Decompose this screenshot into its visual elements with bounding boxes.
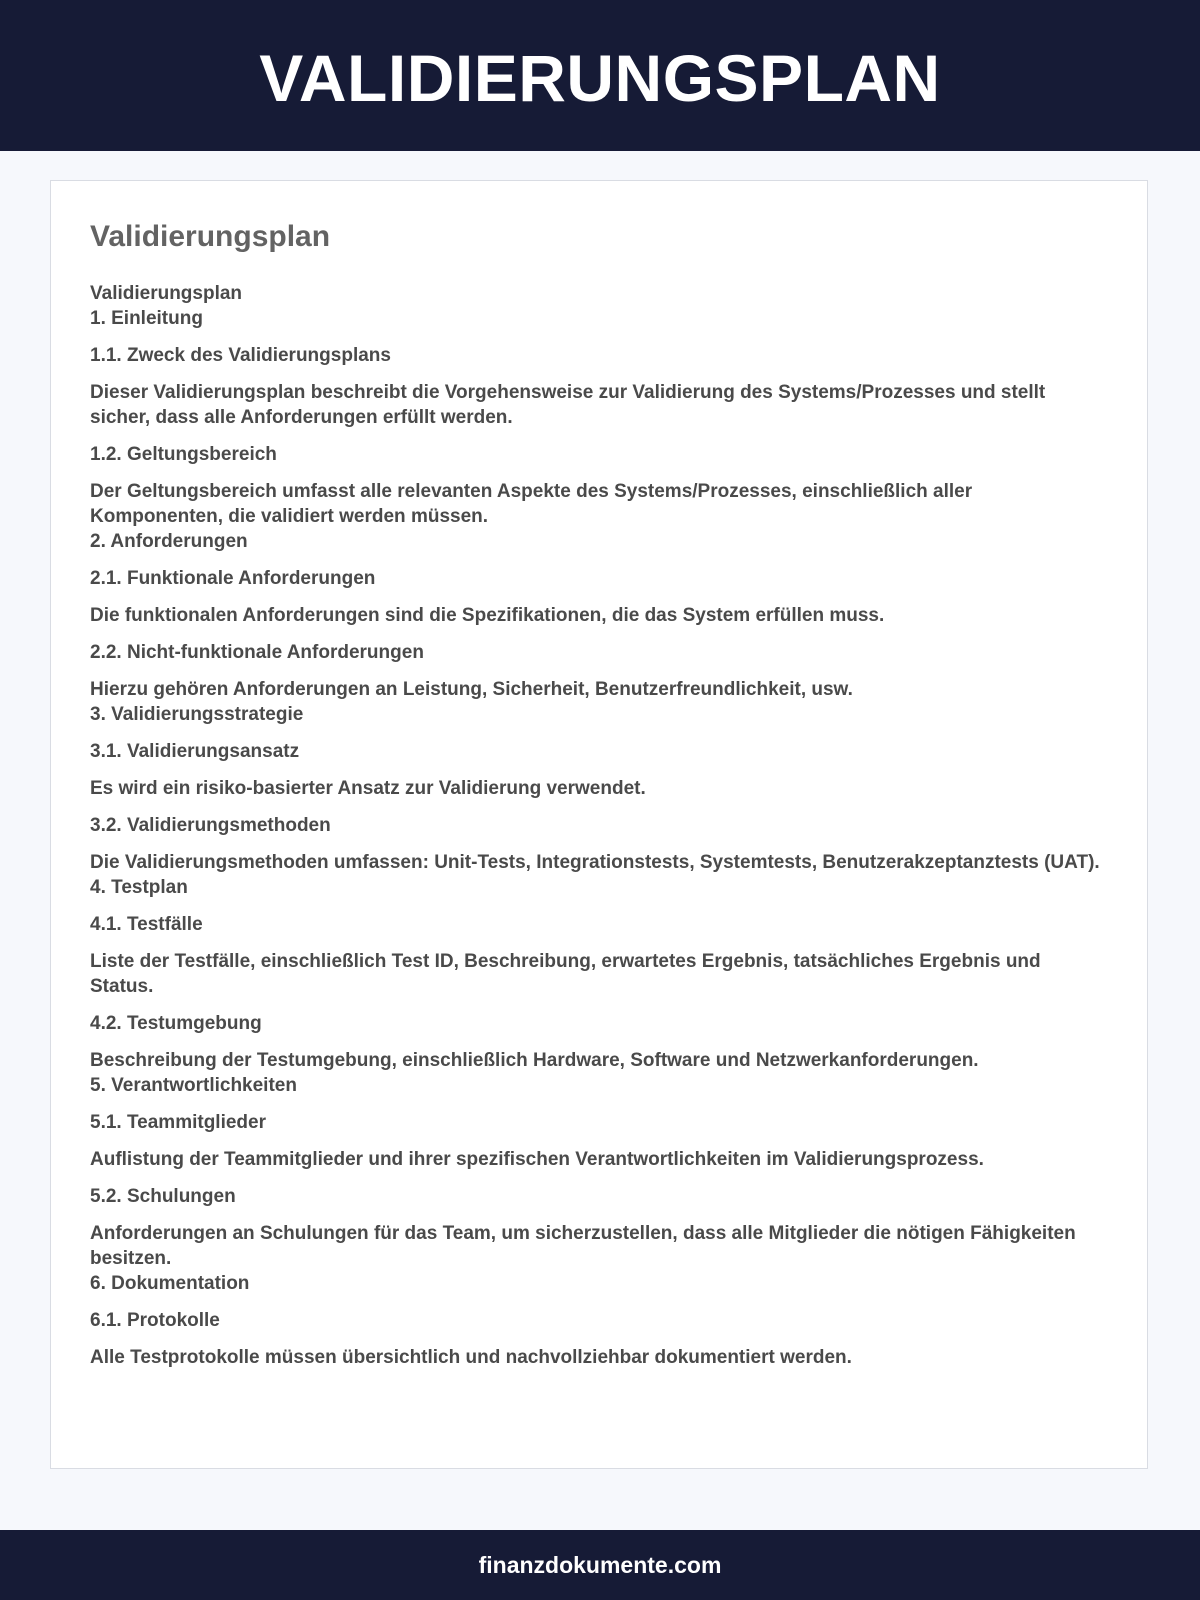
document-line: 2.2. Nicht-funktionale Anforderungen xyxy=(90,642,424,663)
document-line: Auflistung der Teammitglieder und ihrer spezifischen Verantwortlichkeiten im Validierungsprozess. xyxy=(90,1149,984,1170)
document-line: 4. Testplan xyxy=(90,877,188,898)
document-line: 1.2. Geltungsbereich xyxy=(90,444,277,465)
document-line: Alle Testprotokolle müssen übersichtlich und nachvollziehbar dokumentiert werden. xyxy=(90,1347,852,1368)
card-title: Validierungsplan xyxy=(90,220,331,253)
document-line: 4.2. Testumgebung xyxy=(90,1013,262,1034)
document-line: 3. Validierungsstrategie xyxy=(90,704,304,725)
document-line: Anforderungen an Schulungen für das Team, um sicherzustellen, dass alle Mitglieder die nötigen Fähigkeiten besitzen. xyxy=(90,1223,1076,1269)
footer-site-name: finanzdokumente.com xyxy=(478,1551,722,1578)
document-line: 2. Anforderungen xyxy=(90,531,248,552)
document-line: 3.2. Validierungsmethoden xyxy=(90,815,331,836)
document-line: Die funktionalen Anforderungen sind die Spezifikationen, die das System erfüllen muss. xyxy=(90,605,885,626)
document-line: 4.1. Testfälle xyxy=(90,914,203,935)
document-card xyxy=(50,180,1148,1469)
document-line: Der Geltungsbereich umfasst alle relevanten Aspekte des Systems/Prozesses, einschließlich aller Komponenten, die validiert werden müssen. xyxy=(90,481,973,527)
document-line: Hierzu gehören Anforderungen an Leistung, Sicherheit, Benutzerfreundlichkeit, usw. xyxy=(90,679,853,700)
document-line: Beschreibung der Testumgebung, einschließlich Hardware, Software und Netzwerkanforderungen. xyxy=(90,1050,979,1071)
document-line: 1.1. Zweck des Validierungsplans xyxy=(90,345,391,366)
document-line: Die Validierungsmethoden umfassen: Unit-Tests, Integrationstests, Systemtests, Benutzerakzeptanztests (UAT). xyxy=(90,852,1100,873)
document-line: 5. Verantwortlichkeiten xyxy=(90,1075,297,1096)
document-line: 3.1. Validierungsansatz xyxy=(90,741,300,762)
document-line: Es wird ein risiko-basierter Ansatz zur Validierung verwendet. xyxy=(90,778,646,799)
document-line: Liste der Testfälle, einschließlich Test ID, Beschreibung, erwartetes Ergebnis, tatsächliches Ergebnis und Status. xyxy=(90,951,1041,997)
top-banner xyxy=(0,0,1200,151)
document-line: 6. Dokumentation xyxy=(90,1273,250,1294)
document-line: 5.2. Schulungen xyxy=(90,1186,236,1207)
document-line: 5.1. Teammitglieder xyxy=(90,1112,266,1133)
document-content xyxy=(90,281,1108,1370)
document-line: Dieser Validierungsplan beschreibt die Vorgehensweise zur Validierung des Systems/Prozesses und stellt sicher, dass alle Anforderungen erfüllt werden. xyxy=(90,382,1046,428)
document-line: 1. Einleitung xyxy=(90,308,203,329)
document-line: 2.1. Funktionale Anforderungen xyxy=(90,568,376,589)
banner-title: VALIDIERUNGSPLAN xyxy=(259,40,941,115)
bottom-banner xyxy=(0,1530,1200,1600)
document-line: Validierungsplan xyxy=(90,283,243,304)
document-line: 6.1. Protokolle xyxy=(90,1310,220,1331)
